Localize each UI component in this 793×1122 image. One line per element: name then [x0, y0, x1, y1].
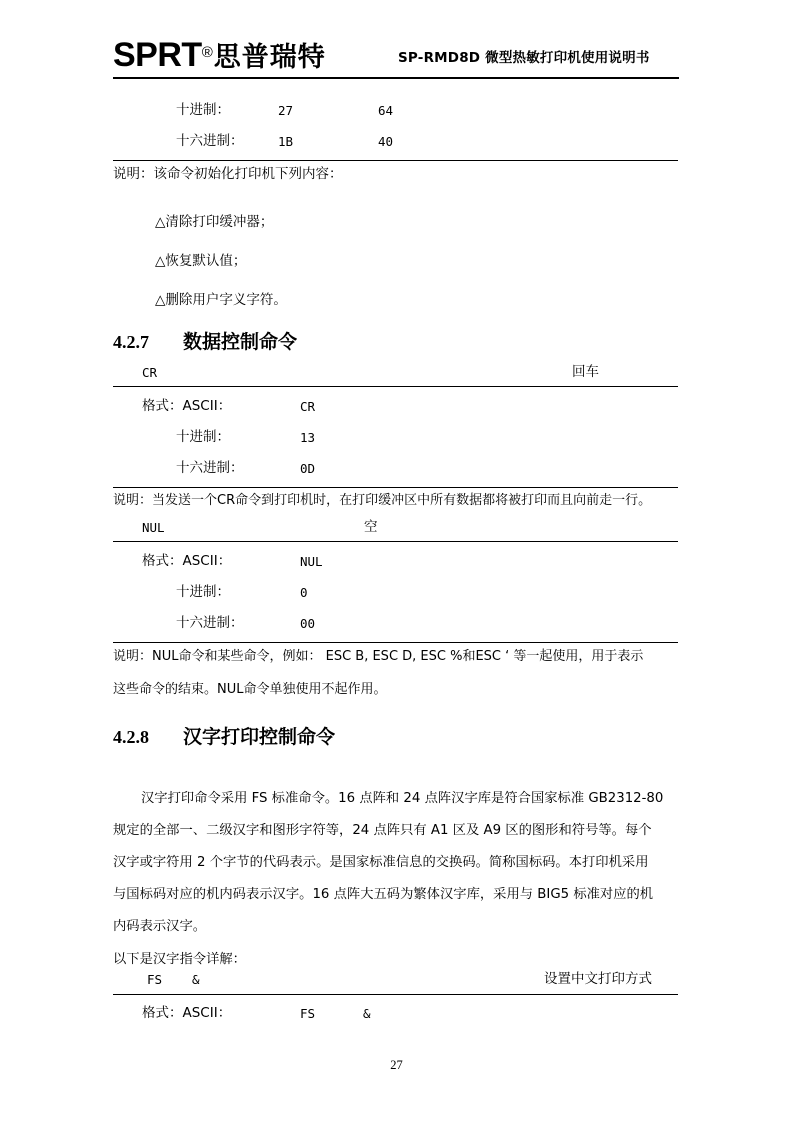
section-title-427: 数据控制命令 [183, 331, 298, 353]
cr-header-rule [113, 386, 678, 387]
nul-command-name: NUL [142, 520, 165, 535]
brand-logo [113, 28, 326, 72]
cr-format-value: CR [300, 399, 316, 414]
section-number-428: 4.2.8 [113, 727, 149, 747]
nul-format-value: NUL [300, 554, 323, 569]
header-divider [113, 77, 679, 79]
nul-decimal-label: 十进制： [176, 584, 230, 600]
registered-trademark-icon: ® [201, 44, 213, 61]
page-number: 27 [390, 1058, 403, 1072]
cr-decimal-label: 十进制： [176, 429, 230, 445]
cr-format-label: 格式：ASCII： [142, 398, 232, 414]
section-428-paragraph-line-5: 内码表示汉字。 [113, 919, 207, 934]
esc-at-table-bottom-rule [113, 160, 678, 161]
esc-at-hex-label: 十六进制： [176, 133, 244, 149]
cr-command-meaning: 回车 [572, 364, 599, 380]
esc-at-note-intro: 说明：该命令初始化打印机下列内容： [113, 166, 343, 182]
nul-hex-label: 十六进制： [176, 615, 244, 631]
cr-command-note: 说明：当发送一个CR命令到打印机时，在打印缓冲区中所有数据都将被打印而且向前走一行。 [113, 493, 652, 508]
fs-amp-header-rule [113, 994, 678, 995]
section-428-paragraph-line-6: 以下是汉字指令详解： [113, 952, 246, 967]
fs-amp-command-arg: & [192, 972, 200, 987]
nul-command-meaning: 空 [364, 519, 378, 535]
esc-at-note-bullet-3: △删除用户字义字符。 [155, 292, 287, 308]
cr-decimal-value: 13 [300, 430, 316, 445]
esc-at-note-bullet-2: △恢复默认值； [155, 253, 247, 269]
esc-at-note-bullet-1: △清除打印缓冲器； [155, 214, 274, 230]
section-heading-428 [113, 728, 335, 747]
esc-at-hex-value-1: 1B [278, 134, 294, 149]
fs-amp-format-value-1: FS [300, 1006, 316, 1021]
nul-table-bottom-rule [113, 642, 678, 643]
brand-chinese-text: 思普瑞特 [213, 42, 326, 73]
fs-amp-format-label: 格式：ASCII： [142, 1005, 232, 1021]
section-428-paragraph-line-3: 汉字或字符用 2 个字节的代码表示。是国家标准信息的交换码。简称国标码。本打印机采用 [113, 855, 649, 870]
section-428-paragraph-line-4: 与国标码对应的机内码表示汉字。16 点阵大五码为繁体汉字库，采用与 BIG5 标准对应的机 [113, 887, 654, 902]
cr-hex-label: 十六进制： [176, 460, 244, 476]
esc-at-decimal-value-1: 27 [278, 103, 294, 118]
nul-format-label: 格式：ASCII： [142, 553, 232, 569]
esc-at-decimal-value-2: 64 [378, 103, 394, 118]
fs-amp-command-meaning: 设置中文打印方式 [544, 971, 652, 987]
fs-amp-format-value-2: & [363, 1006, 371, 1021]
nul-header-rule [113, 541, 678, 542]
cr-hex-value: 0D [300, 461, 316, 476]
cr-table-bottom-rule [113, 487, 678, 488]
fs-amp-command-name: FS [147, 972, 163, 987]
nul-decimal-value: 0 [300, 585, 308, 600]
nul-command-note-line-2: 这些命令的结束。NUL命令单独使用不起作用。 [113, 682, 387, 697]
section-title-428: 汉字打印控制命令 [183, 726, 336, 748]
section-number-427: 4.2.7 [113, 332, 149, 352]
brand-latin-text: SPRT [113, 36, 202, 74]
nul-hex-value: 00 [300, 616, 316, 631]
section-heading-427 [113, 333, 297, 352]
section-428-paragraph-line-1: 汉字打印命令采用 FS 标准命令。16 点阵和 24 点阵汉字库是符合国家标准 GB2312-80 [141, 791, 664, 806]
header-manual-title: SP-RMD8D 微型热敏打印机使用说明书 [398, 50, 650, 66]
esc-at-hex-value-2: 40 [378, 134, 394, 149]
section-428-paragraph-line-2: 规定的全部一、二级汉字和图形字符等，24 点阵只有 A1 区及 A9 区的图形和符号等。每个 [113, 823, 652, 838]
nul-command-note-line-1: 说明：NUL命令和某些命令，例如： ESC B, ESC D, ESC %和ESC ‘ 等一起使用，用于表示 [113, 649, 644, 664]
page-header [113, 28, 679, 80]
cr-command-name: CR [142, 365, 158, 380]
esc-at-decimal-label: 十进制： [176, 102, 230, 118]
